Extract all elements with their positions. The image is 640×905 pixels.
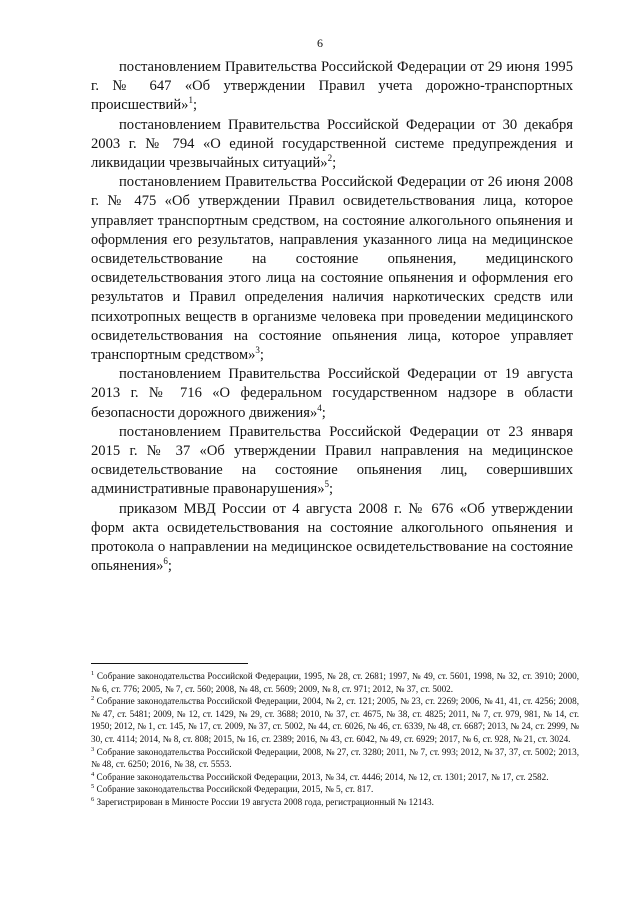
footnote-number: 3 <box>91 745 95 753</box>
footnote-ref: 3 <box>255 345 260 356</box>
paragraph-end: ; <box>329 481 334 498</box>
page-number: 6 <box>317 36 323 50</box>
footnote-ref: 5 <box>324 479 330 490</box>
footnote-number: 6 <box>91 795 95 803</box>
footnote-number: 5 <box>91 783 95 791</box>
footnote-3 <box>91 746 579 771</box>
footnote-ref: 6 <box>163 556 168 567</box>
footnote-text: Собрание законодательства Российской Федерации, 2004, № 2, ст. 121; 2005, № 23, ст. 2269; 2006, № 41, 41, ст. 4256; 2008, № 47, ст. 5481; 2009, № 12, ст. 1429, № 29, ст. 3688; 2010, № 37, ст. 4675, № 38, ст. 4825; 2011, № 7, ст. 979, 981, № 14, ст. 1950; 2012, № 1, ст. 145, № 17, ст. 2009, № 37, ст. 5002, № 44, ст. 6026, № 46, ст. 6339, № 48, ст. 6687; 2013, № 24, ст. 2999, № 30, ст. 4114; 2014, № 8, ст. 808; 2015, № 16, ст. 2389; 2016, № 43, ст. 6042, № 49, ст. 6929; 2017, № 6, ст. 928, № 21, ст. 3024. <box>91 696 580 744</box>
footnote-text: Собрание законодательства Российской Федерации, 2013, № 34, ст. 4446; 2014, № 12, ст. 1301; 2017, № 17, ст. 2582. <box>96 771 549 782</box>
footnote-1 <box>91 670 579 695</box>
paragraph-text: постановлением Правительства Российской Федерации от 30 декабря 2003 г. № 794 «О единой государственной системе предупреждения и ликвидации чрезвычайных ситуаций» <box>91 116 573 172</box>
paragraph-order-676 <box>91 500 573 577</box>
footnote-2 <box>91 695 579 745</box>
footnote-ref: 2 <box>327 153 333 164</box>
footnote-ref: 1 <box>188 95 193 106</box>
paragraph-end: ; <box>167 558 172 575</box>
paragraph-resolution-37 <box>91 423 573 500</box>
paragraph-resolution-794 <box>91 116 573 174</box>
footnote-text: Собрание законодательства Российской Федерации, 2015, № 5, ст. 817. <box>96 784 374 795</box>
footnotes <box>91 663 579 809</box>
footnote-ref: 4 <box>317 402 322 413</box>
footnote-divider <box>91 663 248 664</box>
paragraph-end: ; <box>321 404 326 421</box>
paragraph-text: постановлением Правительства Российской Федерации от 26 июня 2008 г. № 475 «Об утверждении Правил освидетельствования лица, которое управляет транспортным средством, на состояние алкогольного опьянения и оформления его результатов, направления указанного лица на медицинское освидетельствование на состояние опьянения, медицинского освидетельствования этого лица на состояние опьянения и оформления его результатов и Правил определения наличия наркотических средств или психотропных веществ в организме человека при проведении медицинского освидетельствования на состояние опьянения лица, которое управляет транспортным средством» <box>91 174 573 364</box>
footnote-text: Собрание законодательства Российской Федерации, 2008, № 27, ст. 3280; 2011, № 7, ст. 993; 2012, № 37, 37, ст. 5002; 2013, № 48, ст. 6250; 2016, № 38, ст. 5553. <box>91 746 579 770</box>
body-text <box>91 58 573 576</box>
footnote-5 <box>91 783 579 796</box>
footnote-6 <box>91 796 579 809</box>
paragraph-resolution-647 <box>91 58 573 116</box>
paragraph-resolution-716 <box>91 365 573 423</box>
paragraph-end: ; <box>259 347 264 364</box>
paragraph-text: приказом МВД России от 4 августа 2008 г. № 676 «Об утверждении форм акта освидетельствования на состояние алкогольного опьянения и протокола о направлении на медицинское освидетельствование на состояние опьянения» <box>91 500 573 575</box>
footnote-number: 4 <box>91 770 95 778</box>
paragraph-text: постановлением Правительства Российской Федерации от 29 июня 1995 г. № 647 «Об утверждении Правил учета дорожно-транспортных происшествий» <box>91 59 573 114</box>
footnote-text: Собрание законодательства Российской Федерации, 1995, № 28, ст. 2681; 1997, № 49, ст. 5601, 1998, № 32, ст. 3910; 2000, № 6, ст. 776; 2005, № 7, ст. 560; 2008, № 48, ст. 5609; 2009, № 8, ст. 971; 2012, № 37, ст. 5002. <box>91 671 579 694</box>
paragraph-text: постановлением Правительства Российской Федерации от 19 августа 2013 г. № 716 «О федеральном государственном надзоре в области безопасности дорожного движения» <box>91 366 573 421</box>
footnote-number: 1 <box>91 669 95 677</box>
paragraph-resolution-475 <box>91 173 573 365</box>
paragraph-end: ; <box>332 155 337 172</box>
paragraph-end: ; <box>192 97 197 114</box>
footnote-number: 2 <box>91 695 95 703</box>
footnote-4 <box>91 771 579 784</box>
footnote-text: Зарегистрирован в Минюсте России 19 августа 2008 года, регистрационный № 12143. <box>96 796 434 807</box>
paragraph-text: постановлением Правительства Российской Федерации от 23 января 2015 г. № 37 «Об утверждении Правил направления на медицинское освидетельствование на состояние опьянения лиц, совершивших административные правонарушения» <box>91 423 573 498</box>
